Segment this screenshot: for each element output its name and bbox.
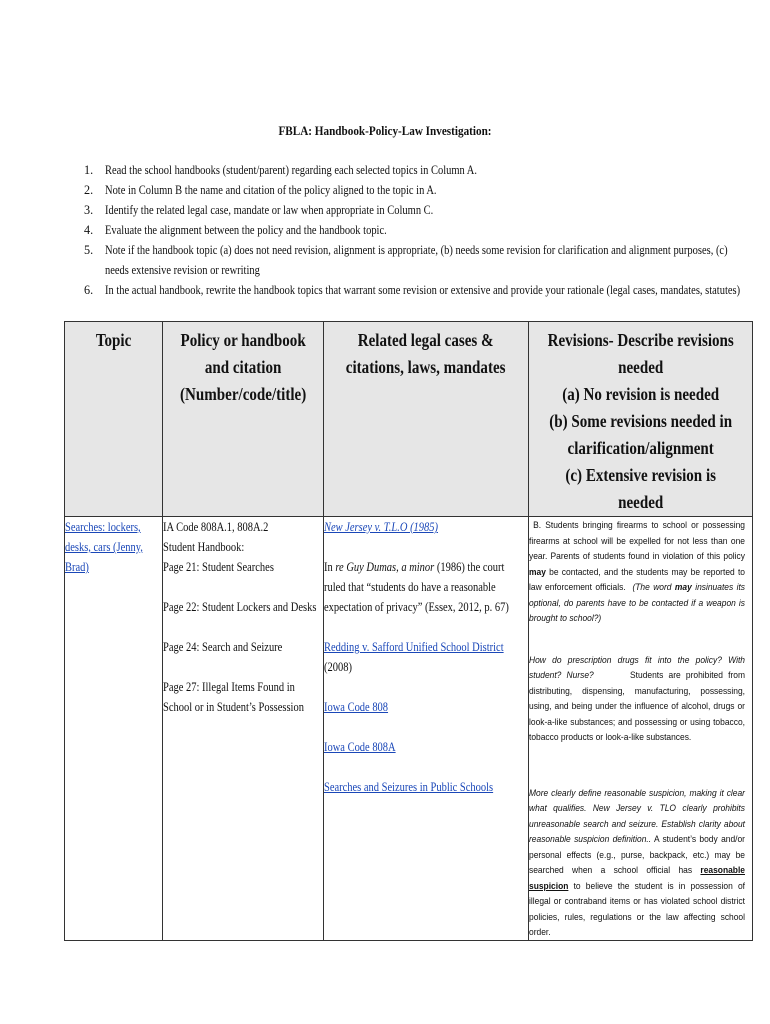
policy-handbook: Student Handbook: [163,540,245,554]
instruction-item: 3. Identify the related legal case, mandate or law when appropriate in Column C. [70,200,750,220]
policy-page-24: Page 24: Search and Seizure [163,640,283,654]
header-legal: Related legal cases & citations, laws, mandates [324,322,528,517]
instruction-item: 4. Evaluate the alignment between the policy and the handbook topic. [70,220,750,240]
legal-cell [324,517,528,941]
instruction-item: 6. In the actual handbook, rewrite the handbook topics that warrant some revision or extensive and provide your rationale (legal cases, mandates, statutes) [70,280,750,300]
policy-page-27: Page 27: Illegal Items Found in School or in Student’s Possession [163,680,305,714]
legal-link-searches-seizures[interactable]: Searches and Seizures in Public Schools [324,780,494,794]
revision-paragraph-2: How do prescription drugs fit into the policy? With student? Nurse? Students are prohibited from distributing, dispensing, manufacturing, possessing, using, and being under the influence of alcohol, drugs or look-a-like substances; and possessing or using tobacco, tobacco products or look-a-like substances. [528,653,745,742]
document-title: FBLA: Handbook-Policy-Law Investigation: [278,123,492,138]
instruction-text: Read the school handbooks (student/parent) regarding each selected topics in Column A. [105,163,477,177]
header-topic: Topic [65,322,163,517]
policy-page-22: Page 22: Student Lockers and Desks [163,600,317,614]
legal-link-nj-v-tlo[interactable]: New Jersey v. T.L.O (1985) [324,520,439,534]
legal-case-dumas: In re Guy Dumas, a minor (1986) the court ruled that “students do have a reasonable expectation of privacy” (Essex, 2012, p. 67) [324,560,510,614]
investigation-table [64,321,753,941]
revision-paragraph-1: B. Students bringing firearms to school or possessing firearms at school will be expelled for not less than one year. Parents of students found in violation of this policy may be contacted, and the students may be reported to law enforcement officials. (The word may insinuates its optional, do parents have to be contacted if a weapon is brought to school?) [528,519,745,623]
policy-code: IA Code 808A.1, 808A.2 [163,520,269,534]
legal-link-iowa-808[interactable]: Iowa Code 808 [324,700,389,714]
instruction-item: 5. Note if the handbook topic (a) does not need revision, alignment is appropriate, (b) needs some revision for clarification and alignment purposes, (c) needs extensive revision or rewriting [70,240,750,280]
table-header-row [65,322,753,517]
revisions-cell [528,517,752,941]
legal-redding-year: (2008) [324,660,353,674]
instruction-text: Note if the handbook topic (a) does not need revision, alignment is appropriate, (b) needs some revision for clarification and alignment purposes, (c) [105,243,728,257]
policy-page-21: Page 21: Student Searches [163,560,275,574]
header-revisions: Revisions- Describe revisions needed (a) No revision is needed (b) Some revisions needed in clarification/alignment (c) Extensive revision is needed [528,322,752,517]
instructions-list [70,160,750,300]
policy-cell [163,517,324,941]
topic-link[interactable]: Searches: lockers, desks, cars (Jenny, Brad) [65,520,143,574]
table-row [65,517,753,941]
instruction-text: Evaluate the alignment between the policy and the handbook topic. [105,223,387,237]
header-policy: Policy or handbook and citation (Number/code/title) [163,322,324,517]
topic-cell [65,517,163,941]
instruction-text-continued: needs extensive revision or rewriting [105,263,260,277]
legal-link-redding[interactable]: Redding v. Safford Unified School District [324,640,504,654]
instruction-text: Identify the related legal case, mandate or law when appropriate in Column C. [105,203,434,217]
revision-paragraph-3: More clearly define reasonable suspicion, making it clear what qualifies. New Jersey v. TLO clearly prohibits unreasonable search and seizure. Establish clarity about reasonable suspicion definition.. A student’s body and/or personal effects (e.g., purse, backpack, etc.) may be searched when a school official has reasonable suspicion to believe the student is in possession of illegal or contraband items or has violated school district policies, rules, regulations or the law affecting school order. [528,786,745,937]
instruction-item: 1. Read the school handbooks (student/parent) regarding each selected topics in Column A. [70,160,750,180]
legal-link-iowa-808a[interactable]: Iowa Code 808A [324,740,396,754]
instruction-text: In the actual handbook, rewrite the handbook topics that warrant some revision or extensive and provide your rationale (legal cases, mandates, statutes) [105,283,741,297]
instruction-item: 2. Note in Column B the name and citation of the policy aligned to the topic in A. [70,180,750,200]
instruction-text: Note in Column B the name and citation of the policy aligned to the topic in A. [105,183,437,197]
